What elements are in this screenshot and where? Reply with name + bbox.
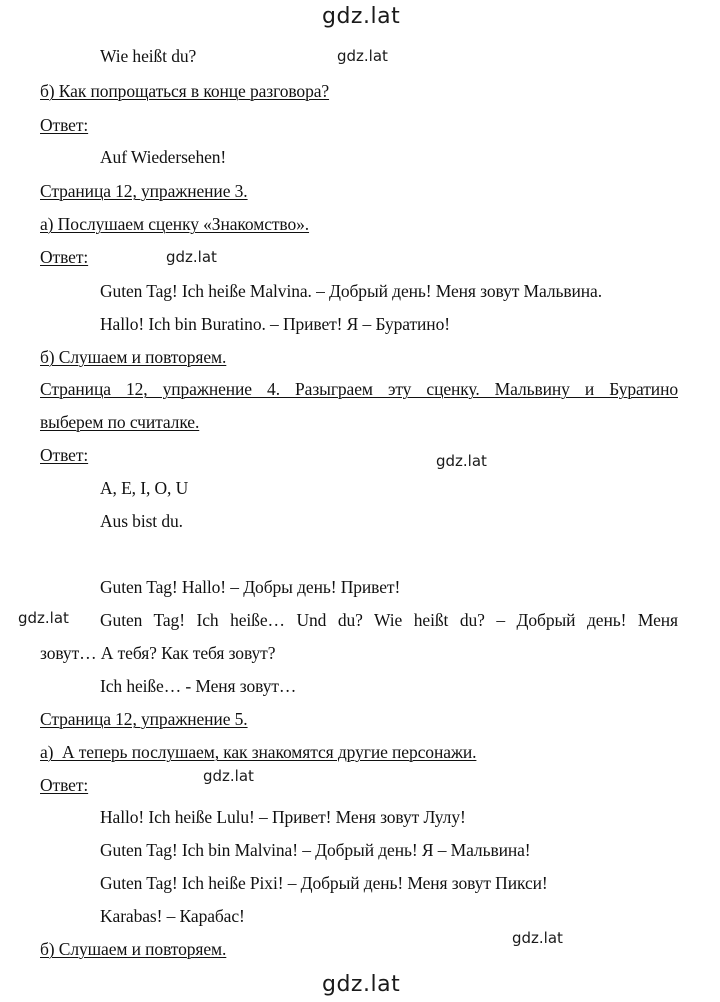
watermark: gdz.lat <box>203 767 254 785</box>
dialogue-line: Karabas! – Карабас! <box>100 906 245 926</box>
watermark-top: gdz.lat <box>322 4 401 29</box>
dialogue-line: Hallo! Ich heiße Lulu! – Привет! Меня зовут Лулу! <box>100 807 466 827</box>
exercise-heading: Страница 12, упражнение 5. <box>40 709 248 729</box>
dialogue-line: Guten Tag! Ich heiße Pixi! – Добрый день! Меня зовут Пикси! <box>100 873 548 893</box>
exercise-heading-cont: выберем по считалке. <box>40 412 200 432</box>
question-b: б) Как попрощаться в конце разговора? <box>40 81 330 101</box>
task-b: б) Слушаем и повторяем. <box>40 939 227 959</box>
rhyme-line: A, E, I, O, U <box>100 478 189 498</box>
task-a: а) А теперь послушаем, как знакомятся другие персонажи. <box>40 742 477 762</box>
watermark: gdz.lat <box>337 47 388 65</box>
answer-label: Ответ: <box>40 115 89 135</box>
dialogue-line: Guten Tag! Hallo! – Добры день! Привет! <box>100 577 401 597</box>
watermark-bottom: gdz.lat <box>322 972 401 997</box>
dialogue-line: Hallo! Ich bin Buratino. – Привет! Я – Буратино! <box>100 314 450 334</box>
german-line: Wie heißt du? <box>100 46 197 66</box>
watermark: gdz.lat <box>18 609 69 627</box>
task-b: б) Слушаем и повторяем. <box>40 347 227 367</box>
watermark: gdz.lat <box>436 452 487 470</box>
dialogue-line-cont: зовут… А тебя? Как тебя зовут? <box>40 643 276 663</box>
german-line: Auf Wiedersehen! <box>100 147 227 167</box>
answer-label: Ответ: <box>40 775 89 795</box>
answer-label: Ответ: <box>40 247 89 267</box>
task-a: а) Послушаем сценку «Знакомство». <box>40 214 310 234</box>
dialogue-line: Ich heiße… - Меня зовут… <box>100 676 297 696</box>
dialogue-line: Guten Tag! Ich heiße Malvina. – Добрый день! Меня зовут Мальвина. <box>100 281 602 301</box>
exercise-heading: Страница 12, упражнение 4. Разыграем эту сценку. Мальвину и Буратино <box>40 379 678 399</box>
dialogue-line: Guten Tag! Ich heiße… Und du? Wie heißt du? – Добрый день! Меня <box>100 610 678 630</box>
exercise-heading: Страница 12, упражнение 3. <box>40 181 248 201</box>
watermark: gdz.lat <box>166 248 217 266</box>
rhyme-line: Aus bist du. <box>100 511 183 531</box>
dialogue-line: Guten Tag! Ich bin Malvina! – Добрый день! Я – Мальвина! <box>100 840 531 860</box>
watermark: gdz.lat <box>512 929 563 947</box>
answer-label: Ответ: <box>40 445 89 465</box>
